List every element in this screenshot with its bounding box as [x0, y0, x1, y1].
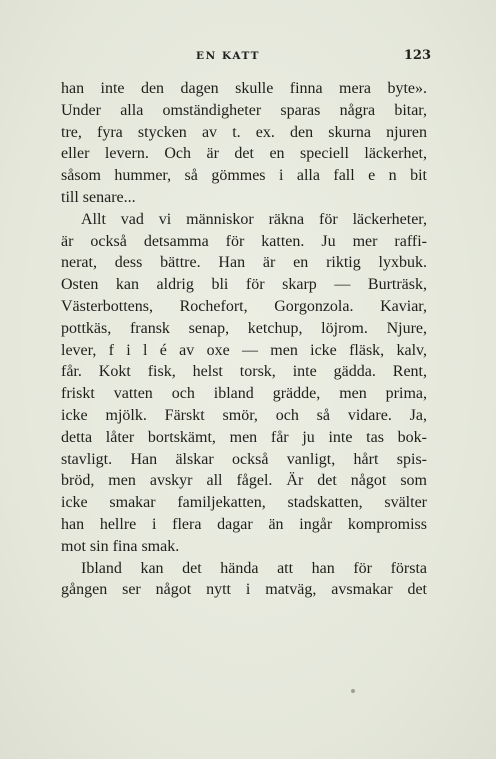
- text-line: icke smakar familjekatten, stadskatten, svälter: [61, 494, 427, 512]
- text-line: icke mjölk. Färskt smör, och så vidare. Ja,: [61, 406, 427, 424]
- text-line: får. Kokt fisk, helst torsk, inte gädda. Rent,: [61, 363, 427, 381]
- text-line: är också detsamma för katten. Ju mer raffi-: [61, 232, 427, 250]
- text-line: han hellre i flera dagar än ingår kompromiss: [61, 515, 427, 533]
- text-line: Allt vad vi människor räkna för läckerheter,: [81, 210, 427, 228]
- text-line: nerat, dess bättre. Han är en riktig lyxbuk.: [61, 254, 427, 272]
- text-line: Ibland kan det hända att han för första: [81, 559, 427, 577]
- text-line: Osten kan aldrig bli för skarp — Burträsk,: [61, 276, 427, 294]
- text-line: mot sin fina smak.: [61, 537, 180, 555]
- text-line: Västerbottens, Rochefort, Gorgonzola. Kaviar,: [61, 297, 427, 315]
- running-title: EN KATT: [196, 50, 260, 62]
- text-line: han inte den dagen skulle finna mera byte».: [61, 80, 427, 97]
- text-line: tre, fyra stycken av t. ex. den skurna njuren: [61, 123, 427, 141]
- body-text: [61, 78, 427, 601]
- text-line: bröd, men avskyr all fågel. Är det något som: [61, 472, 427, 490]
- text-line: såsom hummer, så gömmes i alla fall e n bit: [61, 167, 427, 185]
- text-line: stavligt. Han älskar också vanligt, hårt spis-: [61, 450, 427, 468]
- text-line: friskt vatten och ibland grädde, men prima,: [61, 385, 427, 403]
- text-line: detta låter bortskämt, men får ju inte tas bok-: [61, 428, 427, 446]
- text-line: pottkäs, fransk senap, ketchup, löjrom. Njure,: [61, 319, 427, 337]
- page-number: 123: [403, 48, 431, 63]
- text-line: till senare...: [61, 188, 136, 206]
- paper-speck: [351, 689, 355, 693]
- text-line: eller levern. Och är det en speciell läckerhet,: [61, 145, 427, 163]
- text-line: Under alla omständigheter sparas några bitar,: [61, 101, 427, 119]
- text-line: lever, f i l é av oxe — men icke fläsk, kalv,: [61, 341, 427, 359]
- page-header: [196, 48, 431, 63]
- text-line: gången ser något nytt i matväg, avsmakar det: [61, 581, 427, 599]
